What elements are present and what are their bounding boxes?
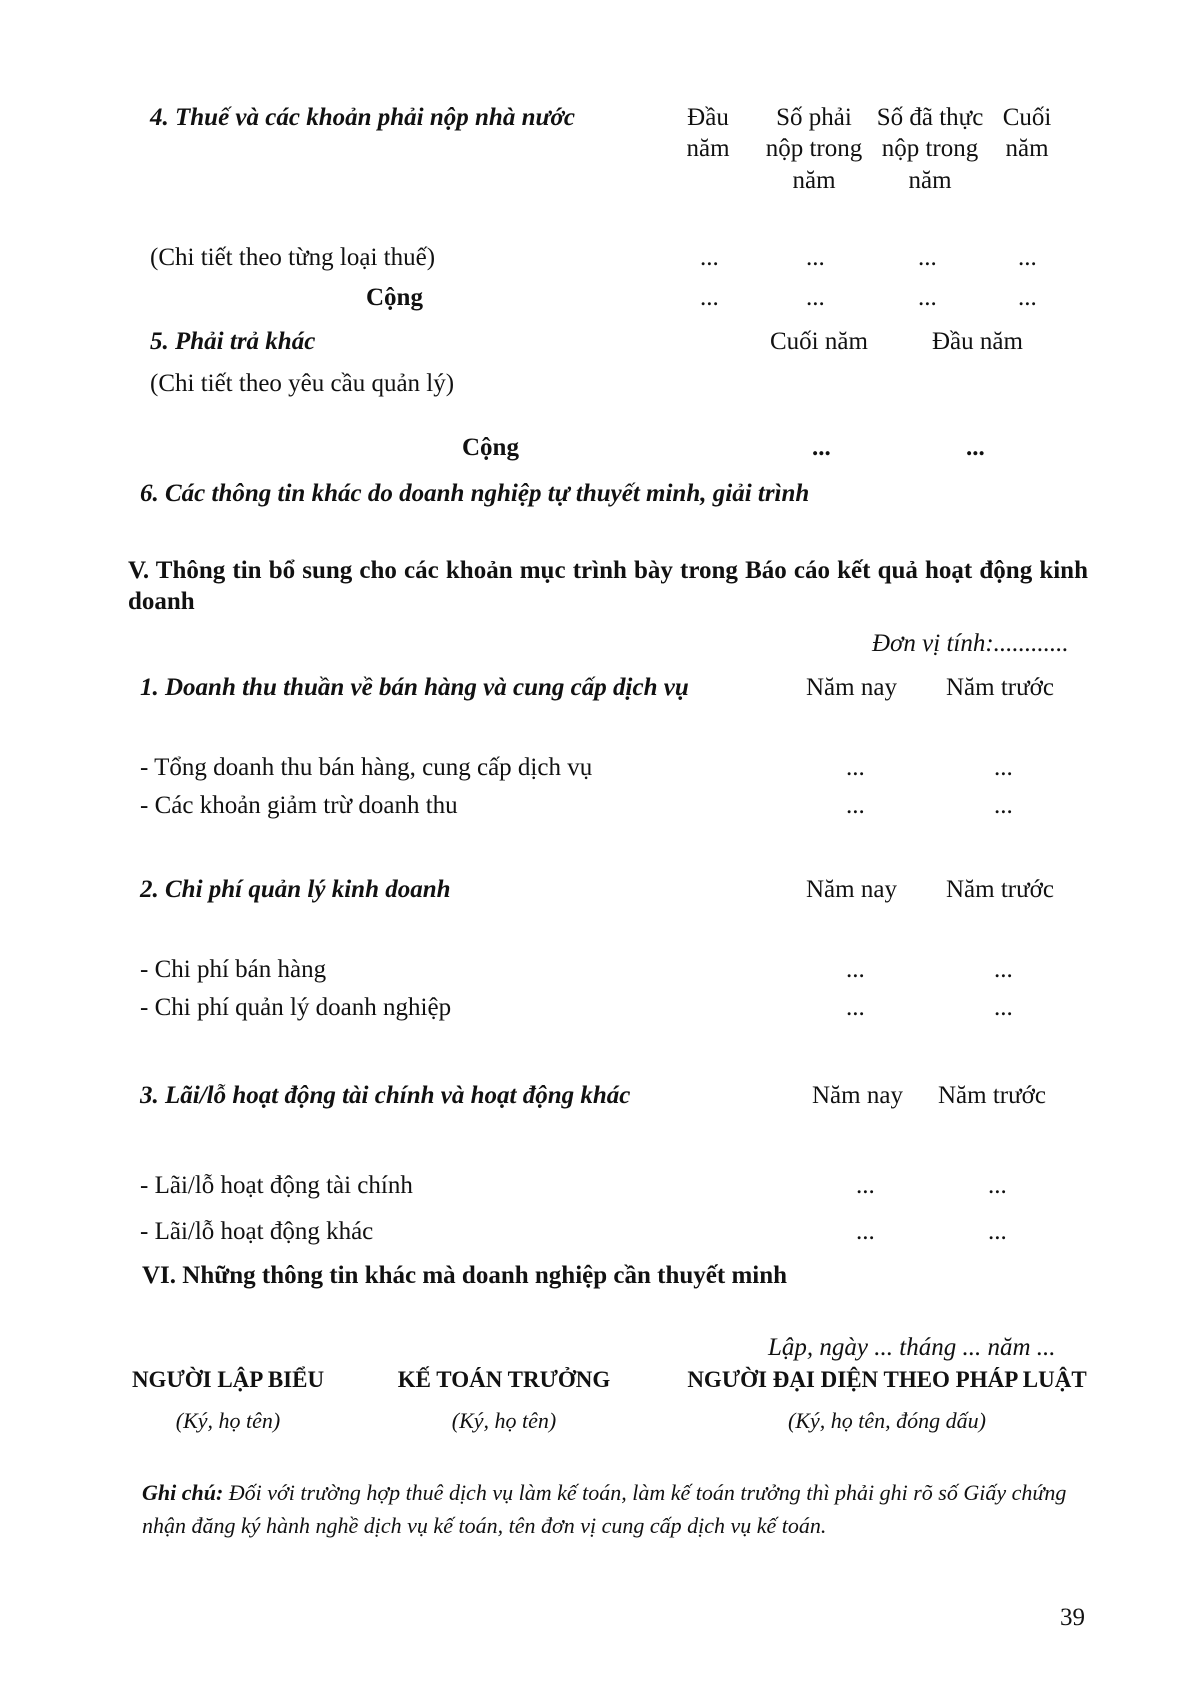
footnote bbox=[142, 1476, 1092, 1542]
s4-total-dots: ... bbox=[806, 284, 825, 311]
v2-row-label: - Chi phí quản lý doanh nghiệp bbox=[140, 994, 452, 1021]
footnote-label: Ghi chú: bbox=[142, 1480, 224, 1505]
legal-rep-title: NGƯỜI ĐẠI DIỆN THEO PHÁP LUẬT bbox=[687, 1367, 1087, 1392]
page-number: 39 bbox=[1060, 1604, 1085, 1631]
chief-accountant-block bbox=[378, 1366, 630, 1434]
section-5-title: 5. Phải trả khác bbox=[150, 328, 316, 355]
s5-total-dots: ... bbox=[812, 434, 831, 461]
v1-row-value: ... bbox=[994, 792, 1013, 819]
s5-total-dots: ... bbox=[966, 434, 985, 461]
s4-dots: ... bbox=[700, 244, 719, 271]
section-VI-title: VI. Những thông tin khác mà doanh nghiệp cần thuyết minh bbox=[142, 1262, 788, 1289]
v1-row-value: ... bbox=[846, 792, 865, 819]
preparer-block bbox=[112, 1366, 344, 1434]
v1-title: 1. Doanh thu thuần về bán hàng và cung cấp dịch vụ bbox=[140, 674, 689, 701]
section-6-title: 6. Các thông tin khác do doanh nghiệp tự thuyết minh, giải trình bbox=[140, 480, 810, 507]
v1-row-value: ... bbox=[846, 754, 865, 781]
s4-col-header-end: Cuối năm bbox=[1002, 104, 1052, 163]
v1-row-label: - Tổng doanh thu bán hàng, cung cấp dịch vụ bbox=[140, 754, 593, 781]
preparer-sub: (Ký, họ tên) bbox=[175, 1407, 281, 1433]
s4-detail: (Chi tiết theo từng loại thuế) bbox=[150, 244, 436, 271]
s4-dots: ... bbox=[918, 244, 937, 271]
v2-row-label: - Chi phí bán hàng bbox=[140, 956, 327, 983]
legal-rep-sub: (Ký, họ tên, đóng dấu) bbox=[788, 1407, 986, 1433]
s5-col-header-start: Đầu năm bbox=[932, 328, 1023, 355]
v3-row-value: ... bbox=[856, 1172, 875, 1199]
unit-label: Đơn vị tính:............ bbox=[872, 630, 1069, 657]
s4-dots: ... bbox=[1018, 244, 1037, 271]
signature-date-line: Lập, ngày ... tháng ... năm ... bbox=[768, 1334, 1056, 1361]
v3-col-header-this-year: Năm nay bbox=[812, 1082, 903, 1109]
footnote-text: Đối với trường hợp thuê dịch vụ làm kế toán, làm kế toán trưởng thì phải ghi rõ số Giấy chứng nhận đăng ký hành nghề dịch vụ kế toán, tên đơn vị cung cấp dịch vụ kế toán. bbox=[142, 1480, 1067, 1538]
v2-col-header-last-year: Năm trước bbox=[946, 876, 1054, 903]
s4-total-dots: ... bbox=[1018, 284, 1037, 311]
s4-dots: ... bbox=[806, 244, 825, 271]
v2-row-value: ... bbox=[846, 956, 865, 983]
v2-row-value: ... bbox=[994, 956, 1013, 983]
v2-row-value: ... bbox=[994, 994, 1013, 1021]
v2-col-header-this-year: Năm nay bbox=[806, 876, 897, 903]
v3-col-header-last-year: Năm trước bbox=[938, 1082, 1046, 1109]
s4-total-dots: ... bbox=[700, 284, 719, 311]
section-4-title: 4. Thuế và các khoản phải nộp nhà nước bbox=[150, 104, 575, 131]
v2-title: 2. Chi phí quản lý kinh doanh bbox=[140, 876, 451, 903]
s4-total-label: Cộng bbox=[366, 284, 423, 311]
s4-col-header-start: Đầu năm bbox=[686, 104, 730, 163]
v1-col-header-this-year: Năm nay bbox=[806, 674, 897, 701]
v1-row-label: - Các khoản giảm trừ doanh thu bbox=[140, 792, 458, 819]
s5-total-label: Cộng bbox=[462, 434, 519, 461]
s5-col-header-end: Cuối năm bbox=[770, 328, 868, 355]
section-V-title: V. Thông tin bổ sung cho các khoản mục trình bày trong Báo cáo kết quả hoạt động kinh doanh bbox=[128, 557, 1088, 616]
v1-row-value: ... bbox=[994, 754, 1013, 781]
s4-col-header-paid: Số đã thực nộp trong năm bbox=[876, 104, 984, 194]
v1-col-header-last-year: Năm trước bbox=[946, 674, 1054, 701]
v3-row-value: ... bbox=[856, 1218, 875, 1245]
s4-total-dots: ... bbox=[918, 284, 937, 311]
v3-row-value: ... bbox=[988, 1172, 1007, 1199]
s4-col-header-payable: Số phải nộp trong năm bbox=[765, 104, 863, 194]
v3-row-label: - Lãi/lỗ hoạt động khác bbox=[140, 1218, 374, 1245]
chief-accountant-sub: (Ký, họ tên) bbox=[451, 1407, 557, 1433]
v3-row-value: ... bbox=[988, 1218, 1007, 1245]
v3-row-label: - Lãi/lỗ hoạt động tài chính bbox=[140, 1172, 413, 1199]
legal-rep-block bbox=[672, 1366, 1102, 1434]
chief-accountant-title: KẾ TOÁN TRƯỞNG bbox=[397, 1367, 611, 1392]
preparer-title: NGƯỜI LẬP BIỂU bbox=[131, 1367, 325, 1392]
v2-row-value: ... bbox=[846, 994, 865, 1021]
v3-title: 3. Lãi/lỗ hoạt động tài chính và hoạt động khác bbox=[140, 1082, 631, 1109]
s5-detail: (Chi tiết theo yêu cầu quản lý) bbox=[150, 370, 455, 397]
